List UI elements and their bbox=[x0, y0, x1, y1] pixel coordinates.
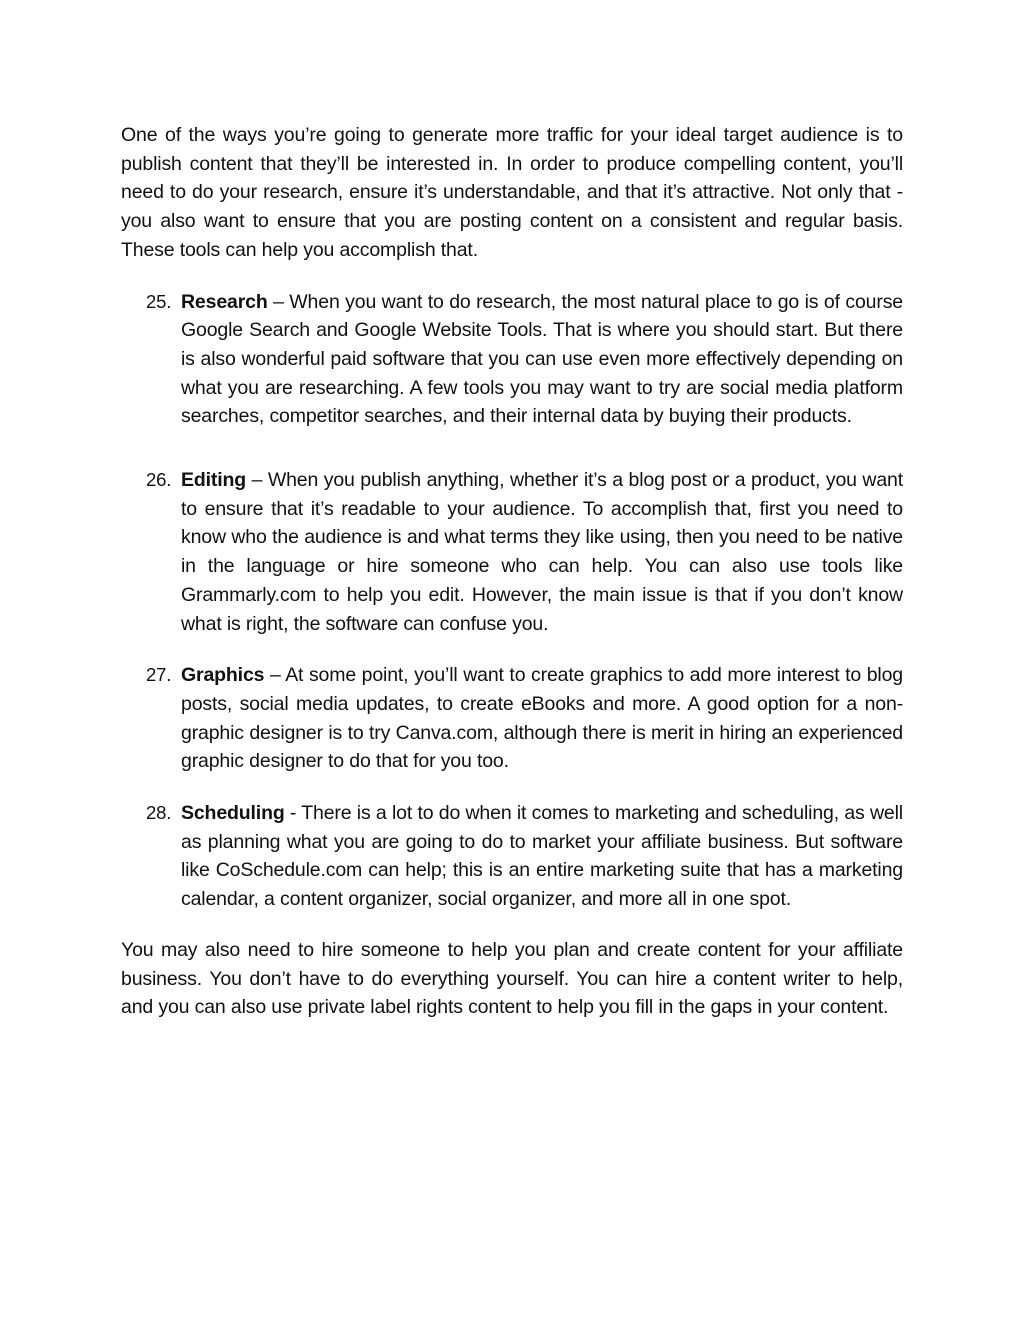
list-item-text: – When you want to do research, the most natural place to go is of course Google Search and Google Website Tools. That is where you should start. But there is also wonderful paid software that you can use even more effectively depending on what you are researching. A few tools you may want to try are social media platform searches, competitor searches, and their internal data by buying their products. bbox=[181, 290, 903, 428]
list-item-scheduling bbox=[121, 799, 903, 914]
list-item-term: Scheduling bbox=[181, 802, 285, 825]
list-item-term: Research bbox=[181, 290, 268, 313]
list-item-text: – At some point, you’ll want to create graphics to add more interest to blog posts, social media updates, to create eBooks and more. A good option for a non-graphic designer is to try Canva.com, although there is merit in hiring an experienced graphic designer to do that for you too. bbox=[181, 664, 903, 773]
document-page bbox=[121, 121, 903, 1022]
list-item-term: Graphics bbox=[181, 664, 265, 687]
list-item-text: – When you publish anything, whether it’s a blog post or a product, you want to ensure that it’s readable to your audience. To accomplish that, first you need to know who the audience is and what terms they like using, then you need to be native in the language or hire someone who can help. You can also use tools like Grammarly.com to help you edit. However, the main issue is that if you don’t know what is right, the software can confuse you. bbox=[181, 469, 903, 635]
list-item-number: 28. bbox=[146, 802, 172, 824]
list-item-research bbox=[121, 288, 903, 432]
tools-list bbox=[121, 288, 903, 914]
list-item-number: 25. bbox=[146, 290, 172, 312]
list-item-number: 26. bbox=[146, 469, 172, 491]
closing-paragraph: You may also need to hire someone to help you plan and create content for your affiliate business. You don’t have to do everything yourself. You can hire a content writer to help, and you can also use private label rights content to help you fill in the gaps in your content. bbox=[121, 938, 903, 1019]
list-item-text: - There is a lot to do when it comes to marketing and scheduling, as well as planning what you are going to do to market your affiliate business. But software like CoSchedule.com can help; this is an entire marketing suite that has a marketing calendar, a content organizer, social organizer, and more all in one spot. bbox=[181, 802, 903, 911]
list-item-graphics bbox=[121, 661, 903, 776]
list-item-number: 27. bbox=[146, 664, 172, 686]
list-item-term: Editing bbox=[181, 469, 247, 492]
list-item-editing bbox=[121, 466, 903, 638]
intro-paragraph: One of the ways you’re going to generate more traffic for your ideal target audience is to publish content that they’ll be interested in. In order to produce compelling content, you’ll need to do your research, ensure it’s understandable, and that it’s attractive. Not only that - you also want to ensure that you are posting content on a consistent and regular basis. These tools can help you accomplish that. bbox=[121, 124, 903, 261]
